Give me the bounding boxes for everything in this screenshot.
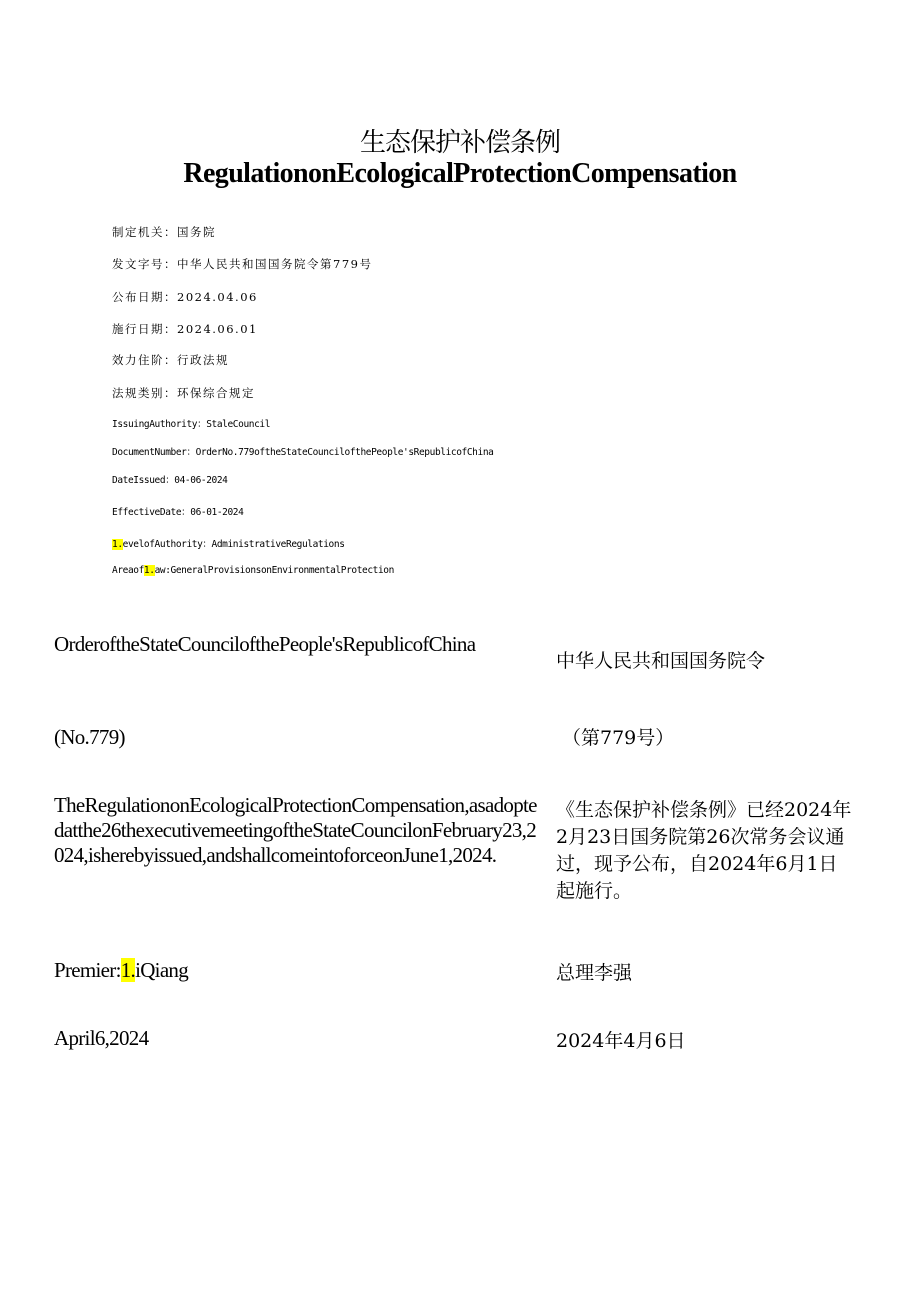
meta-effective-date-cn: 施行日期：2024.06.01 — [112, 322, 258, 336]
meta-effective-date-en: EffectiveDate：06-01-2024 — [112, 507, 244, 518]
meta-document-number-en: DocumentNumber：OrderNo.779oftheStateCouncilofthePeople'sRepublicofChina — [112, 447, 494, 458]
meta-issuing-authority-en: IssuingAuthority：StaleCouncil — [112, 419, 271, 430]
meta-date-issued-cn: 公布日期：2024.04.06 — [112, 290, 258, 304]
body-paragraph-cn: 《生态保护补偿条例》已经2024年2月23日国务院第26次常务会议通过，现予公布，自2024年6月1日起施行。 — [556, 799, 852, 902]
highlight-mark: 1. — [143, 565, 155, 576]
premier-signature-en — [54, 958, 188, 983]
order-number-cn: （第779号） — [562, 727, 675, 749]
meta-level-en-text: evelofAuthority：AdministrativeRegulations — [122, 539, 345, 550]
meta-issuing-authority-cn: 制定机关：国务院 — [112, 225, 216, 239]
premier-name-en: iQiang — [135, 958, 189, 982]
meta-area-en — [112, 565, 394, 576]
meta-date-issued-en: DateIssued：04-06-2024 — [112, 475, 228, 486]
order-heading-cn: 中华人民共和国国务院令 — [556, 650, 766, 672]
body-paragraph-en: TheRegulationonEcologicalProtectionCompensation,asadoptedatthe26thexecutivemeetingoftheStateCouncilonFebruary23,2024,isherebyissued,andshallcomeintoforceonJune1,2024. — [54, 793, 537, 867]
meta-document-number-cn: 发文字号：中华人民共和国国务院令第779号 — [112, 257, 373, 271]
title-chinese: 生态保护补偿条例 — [359, 128, 560, 158]
title-english: RegulationonEcologicalProtectionCompensation — [183, 158, 737, 189]
premier-label-en: Premier: — [54, 958, 121, 982]
meta-area-en-prefix: Areaof — [112, 565, 144, 576]
meta-level-cn: 效力住阶：行政法规 — [112, 353, 229, 367]
order-number-en: (No.779) — [54, 725, 125, 749]
meta-level-en — [112, 536, 345, 550]
meta-category-cn: 法规类别：环保综合规定 — [112, 386, 255, 400]
premier-signature-cn: 总理李强 — [556, 962, 633, 984]
highlight-mark: 1. — [112, 539, 123, 550]
meta-area-en-text: aw:GeneralProvisionsonEnvironmentalProtection — [154, 565, 394, 576]
signing-date-en: April6,2024 — [54, 1026, 149, 1050]
signing-date-cn: 2024年4月6日 — [556, 1030, 686, 1052]
highlight-mark: 1. — [120, 958, 136, 982]
order-heading-en: OrderoftheStateCouncilofthePeople'sRepublicofChina — [54, 632, 476, 656]
